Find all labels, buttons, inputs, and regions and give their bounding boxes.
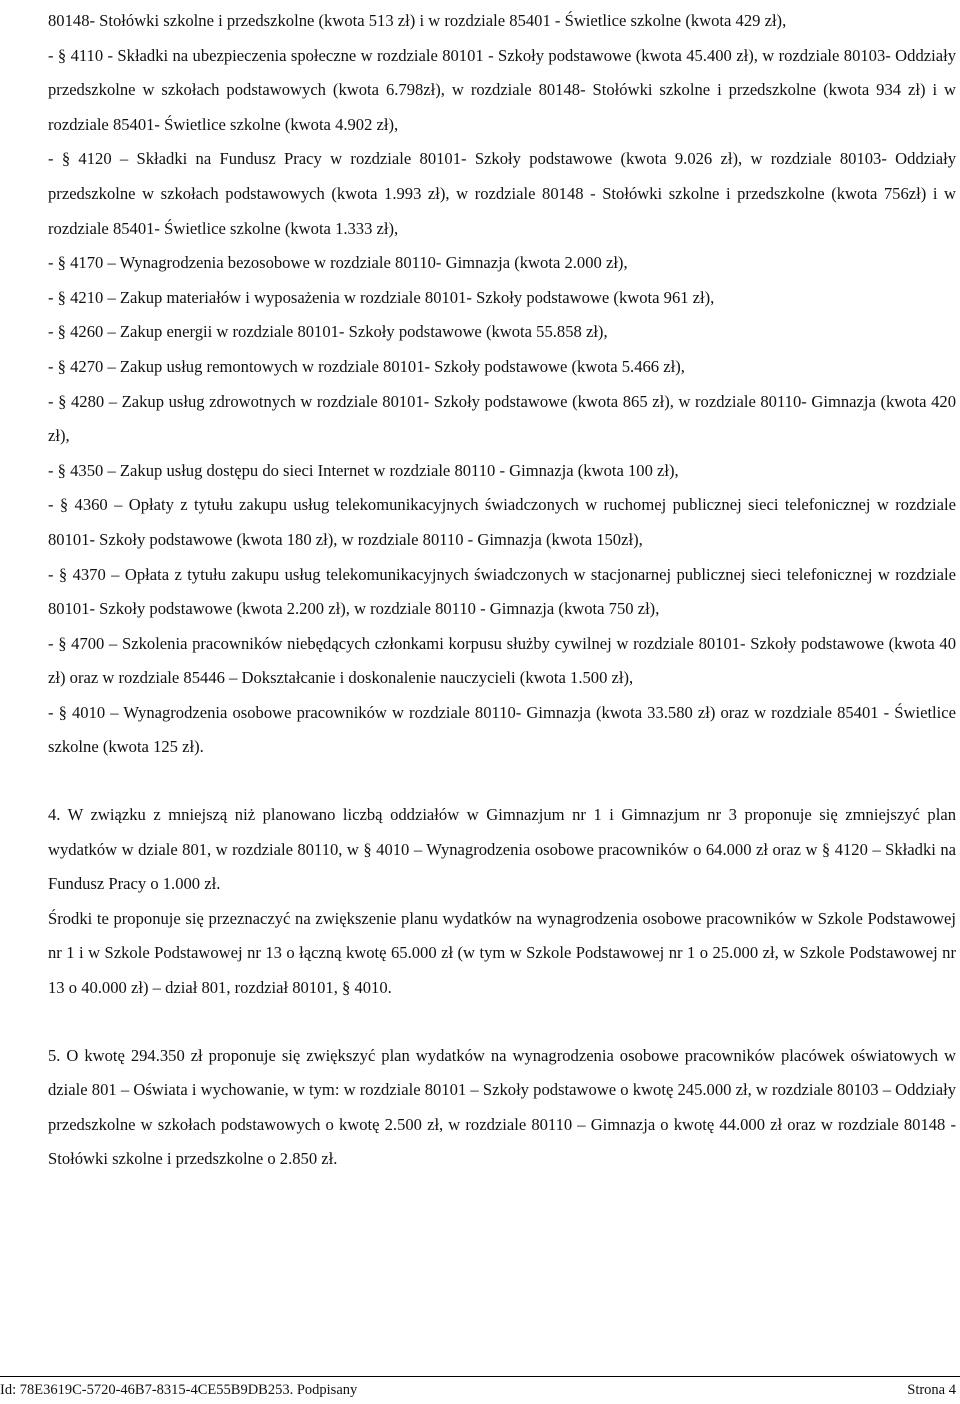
- paragraph-4350: - § 4350 – Zakup usług dostępu do sieci Internet w rozdziale 80110 - Gimnazja (kwota 100 zł),: [48, 460, 679, 480]
- paragraph-4700: - § 4700 – Szkolenia pracowników niebędących członkami korpusu służby cywilnej w rozdziale 80101- Szkoły podstawowe (kwota 40 zł) oraz w rozdziale 85446 – Dokształcanie i doskonalenie nauczycieli (kwota 1.500 zł),: [48, 633, 956, 688]
- paragraph-4270: - § 4270 – Zakup usług remontowych w rozdziale 80101- Szkoły podstawowe (kwota 5.466 zł),: [48, 356, 685, 376]
- page-number: Strona 4: [907, 1382, 956, 1398]
- document-id-text: Id: 78E3619C-5720-46B7-8315-4CE55B9DB253. Podpisany: [0, 1382, 358, 1398]
- paragraph-4120: - § 4120 – Składki na Fundusz Pracy w rozdziale 80101- Szkoły podstawowe (kwota 9.026 zł), w rozdziale 80103- Oddziały przedszkolne w szkołach podstawowych (kwota 1.993 zł), w rozdziale 80148 - Stołówki szkolne i przedszkolne (kwota 756zł) i w rozdziale 85401- Świetlice szkolne (kwota 1.333 zł),: [48, 149, 956, 238]
- paragraph-point-4: 4. W związku z mniejszą niż planowano liczbą oddziałów w Gimnazjum nr 1 i Gimnazjum nr 3 proponuje się zmniejszyć plan wydatków w dziale 801, w rozdziale 80110, w § 4010 – Wynagrodzenia osobowe pracowników o 64.000 zł oraz w § 4120 – Składki na Fundusz Pracy o 1.000 zł.: [48, 805, 956, 894]
- paragraph-srodki: Środki te proponuje się przeznaczyć na zwiększenie planu wydatków na wynagrodzenia osobowe pracowników w Szkole Podstawowej nr 1 i w Szkole Podstawowej nr 13 o łączną kwotę 65.000 zł (w tym w Szkole Podstawowej nr 1 o 25.000 zł, w Szkole Podstawowej nr 13 o 40.000 zł) – dział 801, rozdział 80101, § 4010.: [48, 908, 956, 998]
- paragraph-4360: - § 4360 – Opłaty z tytułu zakupu usług telekomunikacyjnych świadczonych w ruchomej publicznej sieci telefonicznej w rozdziale 80101- Szkoły podstawowe (kwota 180 zł), w rozdziale 80110 - Gimnazja (kwota 150zł),: [48, 495, 956, 549]
- paragraph-point-5: 5. O kwotę 294.350 zł proponuje się zwiększyć plan wydatków na wynagrodzenia osobowe pracowników placówek oświatowych w dziale 801 – Oświata i wychowanie, w tym: w rozdziale 80101 – Szkoły podstawowe o kwotę 245.000 zł, w rozdziale 80103 – Oddziały przedszkolne w szkołach podstawowych o kwotę 2.500 zł, w rozdziale 80110 – Gimnazja o kwotę 44.000 zł oraz w rozdziale 80148 - Stołówki szkolne i przedszkolne o 2.850 zł.: [48, 1045, 956, 1169]
- paragraph-4280: - § 4280 – Zakup usług zdrowotnych w rozdziale 80101- Szkoły podstawowe (kwota 865 zł), w rozdziale 80110- Gimnazja (kwota 420 zł),: [48, 391, 956, 446]
- document-body: [48, 4, 956, 1177]
- paragraph-4010: - § 4010 – Wynagrodzenia osobowe pracowników w rozdziale 80110- Gimnazja (kwota 33.580 zł) oraz w rozdziale 85401 - Świetlice szkolne (kwota 125 zł).: [48, 702, 956, 757]
- paragraph-4260: - § 4260 – Zakup energii w rozdziale 80101- Szkoły podstawowe (kwota 55.858 zł),: [48, 322, 608, 342]
- paragraph-4370: - § 4370 – Opłata z tytułu zakupu usług telekomunikacyjnych świadczonych w stacjonarnej publicznej sieci telefonicznej w rozdziale 80101- Szkoły podstawowe (kwota 2.200 zł), w rozdziale 80110 - Gimnazja (kwota 750 zł),: [48, 564, 956, 619]
- page-footer: [0, 1376, 960, 1404]
- paragraph-4110: - § 4110 - Składki na ubezpieczenia społeczne w rozdziale 80101 - Szkoły podstawowe (kwota 45.400 zł), w rozdziale 80103- Oddziały przedszkolne w szkołach podstawowych (kwota 6.798zł), w rozdziale 80148- Stołówki szkolne i przedszkolne (kwota 934 zł) i w rozdziale 85401- Świetlice szkolne (kwota 4.902 zł),: [48, 45, 956, 134]
- paragraph-4170: - § 4170 – Wynagrodzenia bezosobowe w rozdziale 80110- Gimnazja (kwota 2.000 zł),: [48, 253, 628, 273]
- paragraph-continuation: 80148- Stołówki szkolne i przedszkolne (kwota 513 zł) i w rozdziale 85401 - Świetlice szkolne (kwota 429 zł),: [48, 11, 787, 30]
- paragraph-4210: - § 4210 – Zakup materiałów i wyposażenia w rozdziale 80101- Szkoły podstawowe (kwota 961 zł),: [48, 287, 715, 307]
